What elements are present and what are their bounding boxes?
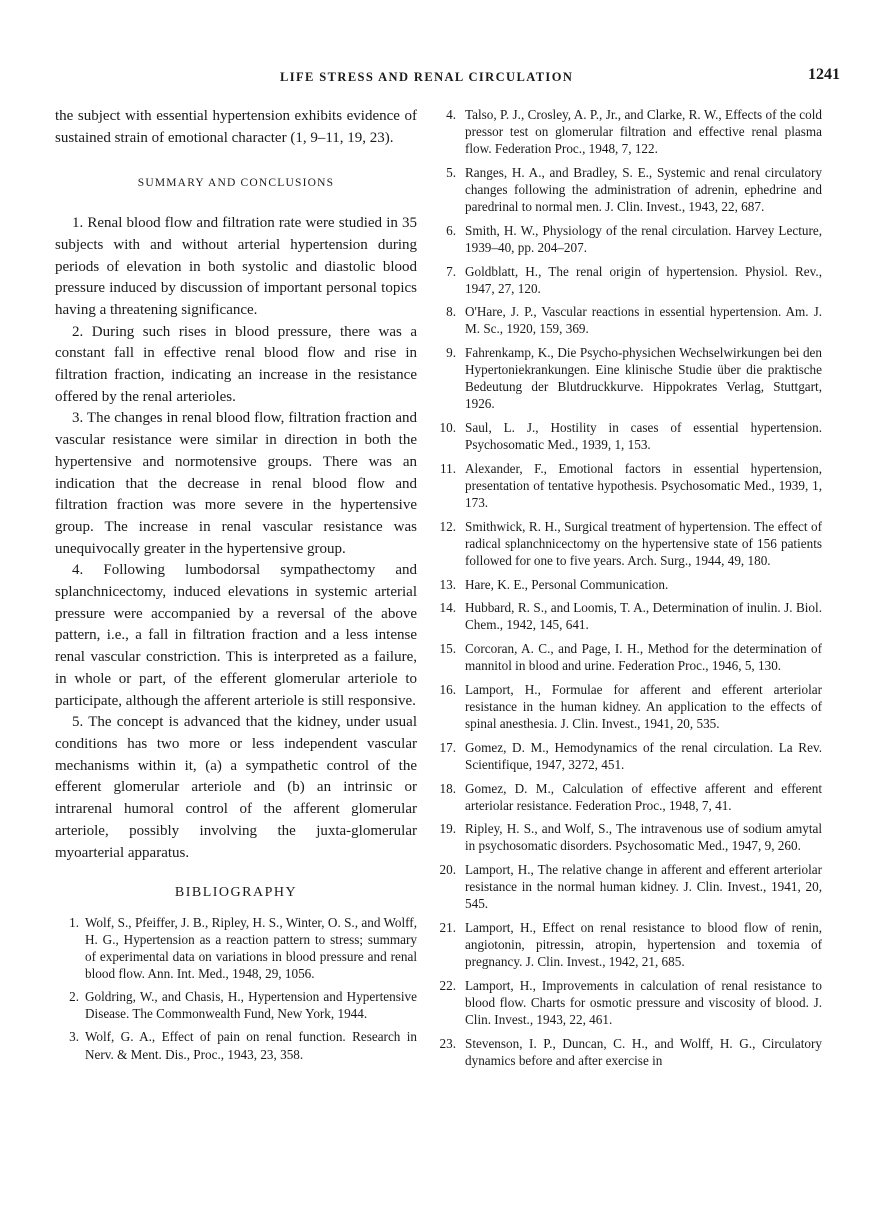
summary-heading: SUMMARY AND CONCLUSIONS <box>137 177 335 190</box>
reference-number: 20. <box>439 862 456 878</box>
summary-paragraph: 1. Renal blood flow and filtration rate were studied in 35 subjects with and without arterial hypertension during periods of elevation in both systolic and diastolic blood pressure induced by discussion of important personal topics having a threatening significance. <box>55 215 417 318</box>
reference-number: 22. <box>439 977 456 993</box>
reference-item <box>436 263 822 297</box>
reference-item <box>436 640 822 674</box>
reference-text: Lamport, H., Formulae for afferent and efferent arteriolar resistance in the human kidney. An application to the effects of spinal anesthesia. J. Clin. Invest., 1941, 20, 535. <box>465 681 822 732</box>
reference-item <box>436 222 822 256</box>
reference-text: O'Hare, J. P., Vascular reactions in essential hypertension. Am. J. M. Sc., 1920, 159, 369. <box>465 304 822 337</box>
reference-number: 19. <box>439 821 456 837</box>
reference-text: Stevenson, I. P., Duncan, C. H., and Wolff, H. G., Circulatory dynamics before and after exercise in <box>465 1035 822 1068</box>
reference-item <box>436 739 822 773</box>
reference-text: Smithwick, R. H., Surgical treatment of hypertension. The effect of radical splanchnicectomy on the hypertensive state of 156 patients followed for one to five years. Arch. Surg., 1944, 49, 180. <box>465 518 822 568</box>
reference-item <box>436 344 822 412</box>
reference-item <box>436 599 822 633</box>
reference-number: 16. <box>439 681 456 697</box>
summary-paragraph: 5. The concept is advanced that the kidney, under usual conditions has two more or less independent vascular mechanisms within it, (a) a sympathetic control of the efferent glomerular arteriole and (b) an intrinsic or intrarenal humoral control of the afferent glomerular arteriole, possibly involving the juxta-glomerular myoarterial apparatus. <box>55 714 417 861</box>
reference-text: Fahrenkamp, K., Die Psycho-physichen Wechselwirkungen bei den Hypertoniekrankungen. Eine klinische Studie über die praktische Bedeutung der Blutdruckkurve. Hippokrates Verlag, Stuttgart, 1926. <box>465 345 822 412</box>
reference-item <box>436 106 822 157</box>
reference-item <box>436 460 822 511</box>
running-head: LIFE STRESS AND RENAL CIRCULATION <box>280 70 574 84</box>
reference-text: Gomez, D. M., Hemodynamics of the renal circulation. La Rev. Scientifique, 1947, 3272, 451. <box>465 739 822 772</box>
reference-item <box>436 576 822 593</box>
reference-number: 23. <box>439 1035 456 1051</box>
reference-text: Ranges, H. A., and Bradley, S. E., Systemic and renal circulatory changes following the administration of adrenin, ephedrine and paredrinal to normal men. J. Clin. Invest., 1943, 22, 687. <box>465 164 822 215</box>
reference-number: 5. <box>446 164 456 180</box>
reference-text: Hare, K. E., Personal Communication. <box>465 576 669 592</box>
intro-paragraph: the subject with essential hypertension exhibits evidence of sustained strain of emotional character (1, 9–11, 19, 23). <box>55 108 417 146</box>
reference-text: Wolf, S., Pfeiffer, J. B., Ripley, H. S., Winter, O. S., and Wolff, H. G., Hypertension as a reaction pattern to stress; summary of experimental data on variations in blood pressure and renal blood flow. Ann. Int. Med., 1948, 29, 1056. <box>85 914 417 982</box>
reference-number: 12. <box>439 518 456 534</box>
reference-item <box>436 977 822 1028</box>
reference-text: Lamport, H., The relative change in afferent and efferent arteriolar resistance in the normal human kidney. J. Clin. Invest., 1941, 20, 545. <box>465 862 822 912</box>
reference-text: Goldblatt, H., The renal origin of hypertension. Physiol. Rev., 1947, 27, 120. <box>465 263 822 296</box>
reference-number: 3. <box>69 1029 79 1045</box>
page-header <box>0 66 880 94</box>
reference-number: 18. <box>439 780 456 796</box>
reference-item <box>436 861 822 912</box>
bibliography-heading: BIBLIOGRAPHY <box>174 885 298 901</box>
reference-number: 13. <box>439 576 456 592</box>
reference-number: 10. <box>439 420 456 436</box>
reference-text: Smith, H. W., Physiology of the renal circulation. Harvey Lecture, 1939–40, pp. 204–207. <box>465 222 822 255</box>
reference-item <box>436 820 822 854</box>
page-number: 1241 <box>808 66 840 83</box>
reference-item <box>436 518 822 569</box>
summary-paragraph: 4. Following lumbodorsal sympathectomy and splanchnicectomy, induced elevations in systemic arterial pressure were accompanied by a reversal of the above pattern, i.e., a fall in filtration fraction and a less intense renal vascular constriction. This is interpreted as a failure, in whole or part, of the efferent glomerular arteriole to participate, although the afferent arteriole is still responsive. <box>55 562 417 709</box>
reference-item <box>436 919 822 970</box>
reference-text: Wolf, G. A., Effect of pain on renal function. Research in Nerv. & Ment. Dis., Proc., 1943, 23, 358. <box>85 1029 417 1062</box>
reference-number: 21. <box>439 919 456 935</box>
reference-item <box>436 164 822 215</box>
reference-text: Corcoran, A. C., and Page, I. H., Method for the determination of mannitol in blood and urine. Federation Proc., 1946, 5, 130. <box>465 641 822 674</box>
reference-text: Lamport, H., Effect on renal resistance to blood flow of renin, angiotonin, pitressin, atropin, hypertension and toxemia of pregnancy. J. Clin. Invest., 1942, 21, 685. <box>465 919 822 970</box>
reference-text: Saul, L. J., Hostility in cases of essential hypertension. Psychosomatic Med., 1939, 1, 153. <box>465 420 822 453</box>
left-column <box>55 106 417 1069</box>
reference-number: 11. <box>440 460 456 476</box>
reference-item <box>55 914 417 982</box>
reference-item <box>436 419 822 453</box>
summary-paragraph: 2. During such rises in blood pressure, there was a constant fall in effective renal blood flow and rise in filtration fraction, indicating an increase in the resistance offered by the renal arterioles. <box>55 323 417 405</box>
reference-item <box>436 681 822 732</box>
reference-number: 7. <box>446 263 456 279</box>
reference-number: 15. <box>439 641 456 657</box>
reference-item <box>55 1028 417 1062</box>
reference-number: 17. <box>439 739 456 755</box>
right-column <box>436 106 822 1075</box>
reference-number: 6. <box>446 222 456 238</box>
reference-text: Talso, P. J., Crosley, A. P., Jr., and Clarke, R. W., Effects of the cold pressor test on glomerular filtration and effective renal plasma flow. Federation Proc., 1948, 7, 122. <box>465 107 822 157</box>
reference-text: Goldring, W., and Chasis, H., Hypertension and Hypertensive Disease. The Commonwealth Fund, New York, 1944. <box>85 989 417 1022</box>
reference-number: 14. <box>439 600 456 616</box>
reference-number: 2. <box>69 989 79 1005</box>
reference-number: 4. <box>446 107 456 122</box>
reference-item <box>436 780 822 814</box>
reference-number: 8. <box>446 304 456 320</box>
reference-number: 9. <box>446 345 456 361</box>
reference-text: Hubbard, R. S., and Loomis, T. A., Determination of inulin. J. Biol. Chem., 1942, 145, 641. <box>465 600 822 633</box>
reference-item <box>55 988 417 1022</box>
reference-text: Alexander, F., Emotional factors in essential hypertension, presentation of tentative hypothesis. Psychosomatic Med., 1939, 1, 173. <box>465 460 822 511</box>
reference-text: Ripley, H. S., and Wolf, S., The intravenous use of sodium amytal in psychosomatic disorders. Psychosomatic Med., 1947, 9, 260. <box>465 821 822 854</box>
reference-item <box>436 303 822 337</box>
summary-paragraph: 3. The changes in renal blood flow, filtration fraction and vascular resistance were similar in direction in both the hypertensive and normotensive groups. There was an indication that the decrease in renal blood flow and filtration fraction was more severe in the hypertensive group. The increase in renal vascular resistance was unequivocally greater in the hypertensive group. <box>55 410 417 557</box>
reference-text: Lamport, H., Improvements in calculation of renal resistance to blood flow. Charts for osmotic pressure and viscosity of blood. J. Clin. Invest., 1943, 22, 461. <box>465 977 822 1027</box>
reference-text: Gomez, D. M., Calculation of effective afferent and efferent arteriolar resistance. Federation Proc., 1948, 7, 41. <box>465 780 822 813</box>
reference-item <box>436 1035 822 1069</box>
reference-number: 1. <box>69 914 79 930</box>
